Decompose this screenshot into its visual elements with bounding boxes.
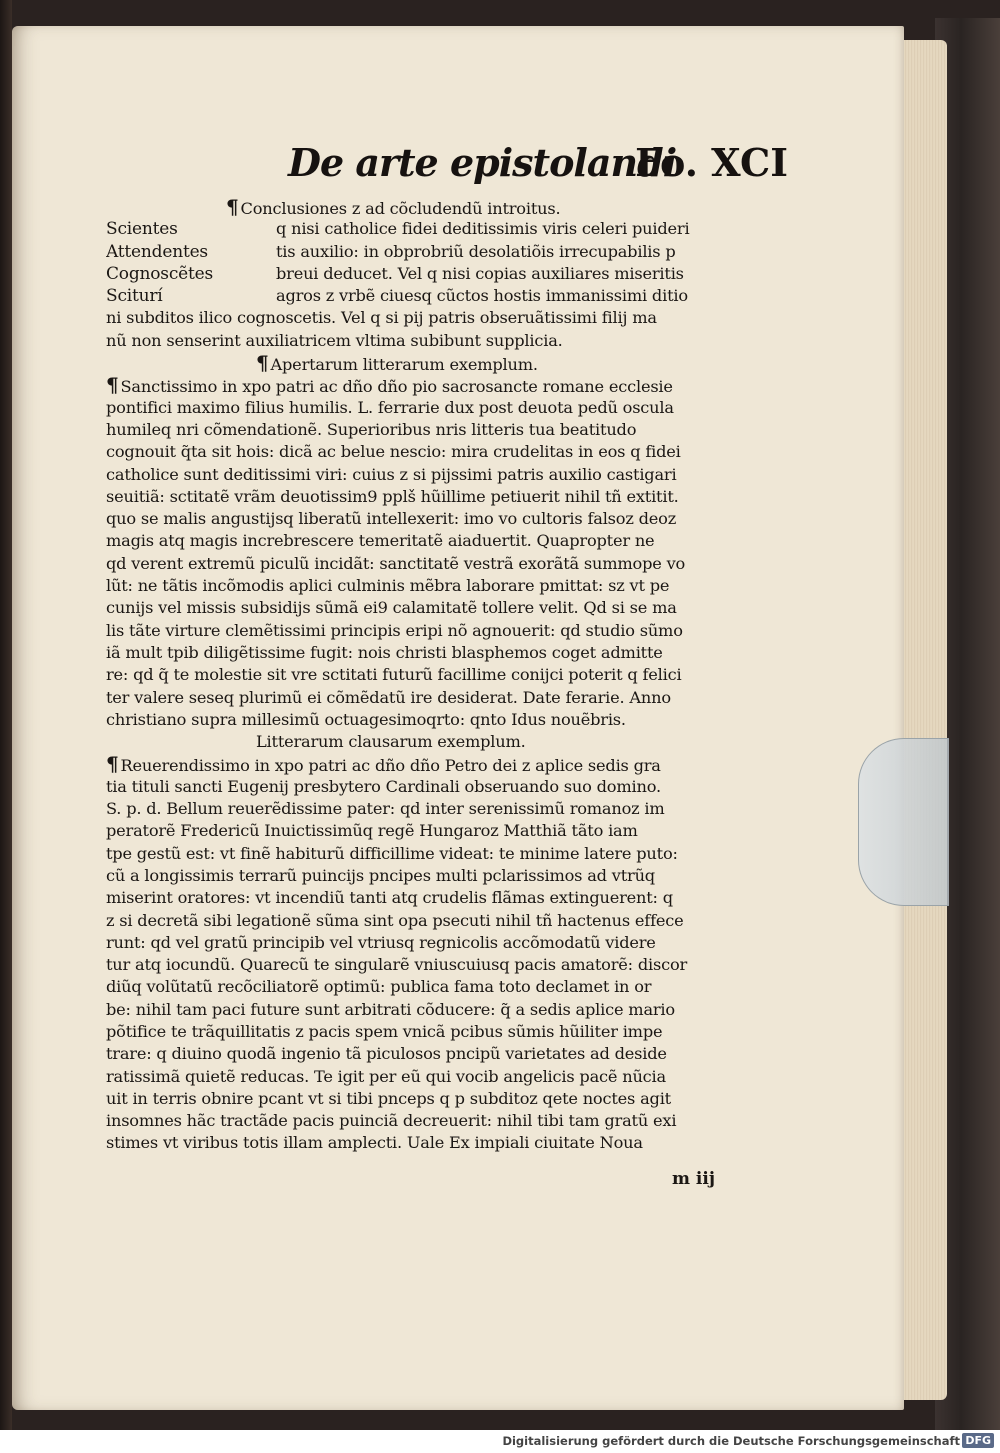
pilcrow-icon: ¶: [256, 352, 269, 375]
signature-mark: m iij: [672, 1169, 715, 1189]
margin-rows: [106, 218, 794, 307]
text-line: lũt: ne tãtis incõmodis aplici culminis mẽbra laborare pmittat: sz vt pe: [106, 576, 670, 596]
text-line: nũ non senserint auxiliatricem vltima subibunt supplicia.: [106, 330, 563, 350]
page-header: [288, 140, 788, 196]
text-line: humileq nri cõmendationẽ. Superioribus nris litteris tua beatitudo: [106, 419, 637, 439]
text-line: lis tãte virture clemẽtissimi principis eripi nõ agnouerit: qd studio sũmo: [106, 620, 683, 640]
pilcrow-icon: ¶: [226, 196, 239, 219]
text-line: trare: q diuino quodã ingenio tã piculosos pncipũ varietates ad deside: [106, 1044, 667, 1064]
running-head: De arte epistolandi: [288, 140, 677, 185]
text-line: S. p. d. Bellum reuerẽdissime pater: qd inter serenissimũ romanoz im: [106, 799, 665, 819]
section-heading-apertarum: ¶ Apertarum litterarum exemplum.: [256, 352, 538, 375]
text-line: tia tituli sancti Eugenij presbytero Cardinali obseruando suo domino.: [106, 776, 661, 796]
conclusiones-tail: [106, 307, 794, 352]
marginal-text: tis auxilio: in obprobriũ desolatiõis irrecupabilis p: [276, 241, 676, 261]
marginal-text: q nisi catholice fidei deditissimis viris celeri puideri: [276, 219, 690, 239]
text-line: miserint oratores: vt incendiũ tanti atq crudelis flãmas extinguerent: q: [106, 888, 673, 908]
text-line: ¶ Sanctissimo in xpo patri ac dño dño pio sacrosancte romane ecclesie: [106, 374, 673, 397]
text-line: tur atq iocundũ. Quarecũ te singularẽ vniuscuiusq pacis amatorẽ: discor: [106, 955, 688, 975]
text-line: cunijs vel missis subsidijs sũmã ei9 calamitatẽ tollere velit. Qd si se ma: [106, 598, 677, 618]
footer-credit: Digitalisierung gefördert durch die Deutsche Forschungsgemeinschaft: [502, 1434, 960, 1448]
text-line: cũ a longissimis terrarũ puincijs pncipes multi pclarissimos ad vtrũq: [106, 865, 655, 885]
margin-row: [106, 285, 794, 307]
text-line: quo se malis angustijsq liberatũ intellexerit: imo vo cultoris falsoz deoz: [106, 509, 677, 529]
margin-row: [106, 241, 794, 263]
text-line: diũq volũtatũ recõciliatorẽ optimũ: publica fama toto declamet in or: [106, 977, 652, 997]
text-line: pontifici maximo filius humilis. L. ferrarie dux post deuota pedũ oscula: [106, 397, 674, 417]
text-line: catholice sunt deditissimi viri: cuius z si pijssimi patris auxilio castigari: [106, 464, 677, 484]
apertarum-letter: [106, 374, 794, 731]
text-line: christiano supra millesimũ octuagesimoqrto: qnto Idus nouẽbris.: [106, 709, 626, 729]
text-line: be: nihil tam paci future sunt arbitrati cõducere: q̃ a sedis aplice mario: [106, 999, 675, 1019]
text-line: ni subditos ilico cognoscetis. Vel q si pij patris obseruãtissimi filij ma: [106, 308, 657, 328]
pilcrow-icon: ¶: [106, 374, 119, 397]
text-line: z si decretã sibi legationẽ sũma sint opa psecuti nihil tñ hactenus effece: [106, 910, 684, 930]
folio-number: Fo. XCI: [635, 140, 788, 185]
pilcrow-icon: ¶: [106, 753, 119, 776]
text-line: stimes vt viribus totis illam amplecti. Uale Ex impiali ciuitate Noua: [106, 1133, 643, 1153]
text-line: cognouit q̃ta sit hois: dicã ac belue nescio: mira crudelitas in eos q fidei: [106, 442, 681, 462]
text-line: ter valere seseq plurimũ ei cõmẽdatũ ire desiderat. Date ferarie. Anno: [106, 687, 671, 707]
footer-bar: [0, 1430, 1000, 1453]
marginal-text: agros z vrbẽ ciuesq cũctos hostis immanissimi ditio: [276, 286, 688, 306]
margin-row: [106, 263, 794, 285]
text-line: insomnes hãc tractãde pacis puinciã decreuerit: nihil tibi tam gratũ exi: [106, 1111, 677, 1131]
text-line: re: qd q̃ te molestie sit vre sctitati futurũ facillime conijci poterit q felici: [106, 665, 682, 685]
margin-row: [106, 218, 794, 240]
section-heading-conclusiones: ¶ Conclusiones z ad cõcludendũ introitus.: [226, 196, 561, 219]
text-line: peratorẽ Fredericũ Inuictissimũq regẽ Hungaroz Matthiã tãto iam: [106, 821, 638, 841]
text-line: põtifice te trãquillitatis z pacis spem vnicã pcibus sũmis hũiliter impe: [106, 1021, 663, 1041]
text-line: magis atq magis increbrescere temeritatẽ aiaduertit. Quapropter ne: [106, 531, 655, 551]
section-heading-clausarum: Litterarum clausarum exemplum.: [256, 732, 526, 752]
marginal-word: Cognoscẽtes: [106, 263, 214, 284]
text-line: seuitiã: sctitatẽ vrãm deuotissim9 pplš hũillime petiuerit nihil tñ extitit.: [106, 486, 679, 506]
text-line: ratissimã quietẽ reducas. Te igit per eũ qui vocib angelicis pacẽ nũcia: [106, 1066, 666, 1086]
marginal-text: breui deducet. Vel q nisi copias auxiliares miseritis: [276, 263, 684, 283]
marginal-word: Attendentes: [106, 241, 208, 262]
bookmark-clip: [858, 738, 949, 906]
text-line: qd verent extremũ piculũ incidãt: sanctitatẽ vestrã exorãtã summope vo: [106, 553, 686, 573]
text-line: tpe gestũ est: vt finẽ habiturũ difficillime videat: te minime latere puto:: [106, 843, 678, 863]
text-line: runt: qd vel gratũ principib vel vtriusq regnicolis accõmodatũ videre: [106, 932, 656, 952]
text-line: iã mult tpib diligẽtissime fugit: nois christi blasphemos coget admitte: [106, 642, 663, 662]
dfg-logo: DFG: [962, 1433, 994, 1448]
marginal-word: Scientes: [106, 219, 178, 240]
cover-left-edge: [0, 0, 12, 1430]
clausarum-letter: [106, 753, 794, 1154]
text-line: ¶ Reuerendissimo in xpo patri ac dño dño Petro dei z aplice sedis gra: [106, 753, 661, 776]
marginal-word: Sciturí: [106, 286, 163, 307]
text-block: [106, 196, 794, 1155]
text-line: uit in terris obnire pcant vt si tibi pnceps q p subditoz qete noctes agit: [106, 1088, 671, 1108]
